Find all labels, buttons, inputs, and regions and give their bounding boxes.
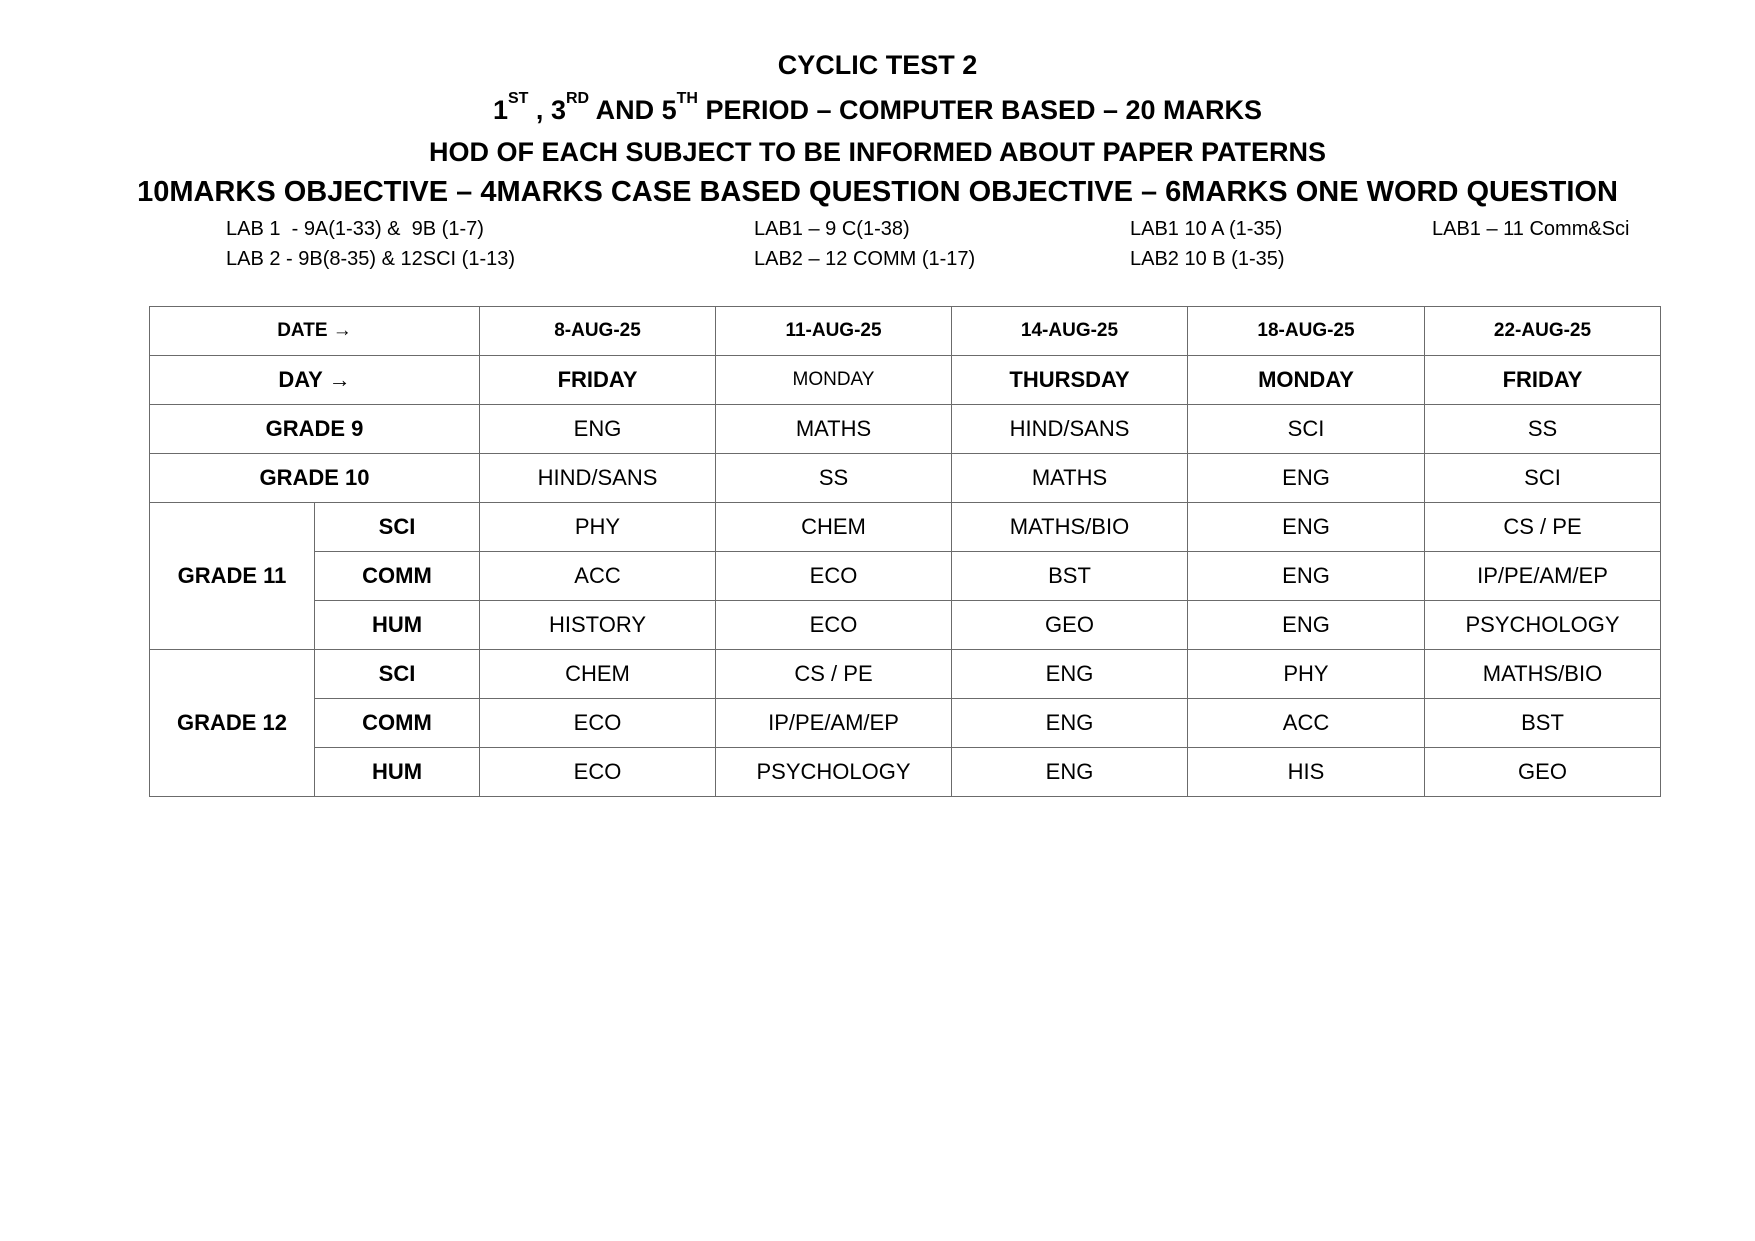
subject-cell: IP/PE/AM/EP (1425, 552, 1661, 601)
subject-cell: HIS (1188, 748, 1425, 797)
subject-cell: MATHS (952, 454, 1188, 503)
subject-cell: MATHS/BIO (1425, 650, 1661, 699)
period-1: 1 (492, 95, 508, 125)
subject-cell: ENG (1188, 552, 1425, 601)
date-cell: 18-AUG-25 (1188, 307, 1425, 356)
grade-11-sci-row (150, 503, 1661, 552)
grade-9-row (150, 405, 1661, 454)
subject-cell: SS (716, 454, 952, 503)
day-cell: MONDAY (716, 356, 952, 405)
day-label: DAY (278, 367, 323, 392)
day-cell: MONDAY (1188, 356, 1425, 405)
date-row (150, 307, 1661, 356)
date-label: DATE (277, 320, 328, 341)
subject-cell: ENG (952, 699, 1188, 748)
subject-cell: HIND/SANS (952, 405, 1188, 454)
hod-note: HOD OF EACH SUBJECT TO BE INFORMED ABOUT PAPER PATERNS (428, 137, 1327, 167)
period-line (0, 90, 1755, 126)
subject-cell: SCI (1188, 405, 1425, 454)
period-5: 5 (661, 95, 677, 125)
grade-label: GRADE 11 (150, 503, 315, 650)
subject-cell: ECO (480, 748, 716, 797)
subject-cell: IP/PE/AM/EP (716, 699, 952, 748)
subject-cell: HISTORY (480, 601, 716, 650)
subject-cell: CHEM (716, 503, 952, 552)
subject-cell: BST (1425, 699, 1661, 748)
subject-cell: ENG (1188, 503, 1425, 552)
grade-10-row (150, 454, 1661, 503)
period-3-suffix: RD (565, 90, 590, 107)
lab-assignment: LAB1 – 9 C(1-38) (754, 218, 910, 240)
subject-cell: PHY (480, 503, 716, 552)
subject-cell: ECO (716, 552, 952, 601)
subject-cell: ACC (480, 552, 716, 601)
day-cell: FRIDAY (1425, 356, 1661, 405)
subject-cell: CS / PE (716, 650, 952, 699)
lab-assignment: LAB2 10 B (1-35) (1130, 248, 1285, 270)
grade-11-hum-row (150, 601, 1661, 650)
grade-label: GRADE 9 (150, 405, 480, 454)
subject-cell: ECO (716, 601, 952, 650)
date-cell: 8-AUG-25 (480, 307, 716, 356)
stream-label: SCI (315, 650, 480, 699)
grade-12-sci-row (150, 650, 1661, 699)
stream-label: SCI (315, 503, 480, 552)
day-row (150, 356, 1661, 405)
subject-cell: ECO (480, 699, 716, 748)
period-5-suffix: TH (676, 90, 698, 107)
subject-cell: PSYCHOLOGY (716, 748, 952, 797)
day-cell: THURSDAY (952, 356, 1188, 405)
period-separator: , (528, 95, 551, 125)
stream-label: HUM (315, 748, 480, 797)
date-cell: 22-AUG-25 (1425, 307, 1661, 356)
subject-cell: ENG (952, 650, 1188, 699)
subject-cell: BST (952, 552, 1188, 601)
grade-label: GRADE 12 (150, 650, 315, 797)
lab-assignment: LAB2 – 12 COMM (1-17) (754, 248, 976, 270)
lab-assignment: LAB1 – 11 Comm&Sci (1432, 218, 1630, 240)
subject-cell: GEO (952, 601, 1188, 650)
arrow-right-icon: → (328, 367, 351, 392)
grade-12-hum-row (150, 748, 1661, 797)
arrow-right-icon: → (332, 320, 352, 341)
subject-cell: SS (1425, 405, 1661, 454)
period-3: 3 (550, 95, 566, 125)
date-cell: 14-AUG-25 (952, 307, 1188, 356)
period-description: PERIOD – COMPUTER BASED – 20 MARKS (697, 95, 1263, 125)
subject-cell: CS / PE (1425, 503, 1661, 552)
lab-assignment: LAB 1 - 9A(1-33) & 9B (1-7) (226, 218, 484, 240)
subject-cell: SCI (1425, 454, 1661, 503)
grade-label: GRADE 10 (150, 454, 480, 503)
date-header-cell (150, 307, 480, 356)
subject-cell: GEO (1425, 748, 1661, 797)
subject-cell: ACC (1188, 699, 1425, 748)
stream-label: HUM (315, 601, 480, 650)
lab-assignment: LAB 2 - 9B(8-35) & 12SCI (1-13) (226, 248, 516, 270)
subject-cell: HIND/SANS (480, 454, 716, 503)
period-and: AND (589, 95, 662, 125)
subject-cell: MATHS (716, 405, 952, 454)
stream-label: COMM (315, 552, 480, 601)
subject-cell: PHY (1188, 650, 1425, 699)
subject-cell: PSYCHOLOGY (1425, 601, 1661, 650)
date-cell: 11-AUG-25 (716, 307, 952, 356)
day-cell: FRIDAY (480, 356, 716, 405)
page-title: CYCLIC TEST 2 (777, 50, 978, 80)
subject-cell: MATHS/BIO (952, 503, 1188, 552)
subject-cell: ENG (1188, 601, 1425, 650)
grade-12-comm-row (150, 699, 1661, 748)
subject-cell: ENG (480, 405, 716, 454)
period-1-suffix: ST (507, 90, 529, 107)
grade-11-comm-row (150, 552, 1661, 601)
subject-cell: ENG (952, 748, 1188, 797)
marks-pattern: 10MARKS OBJECTIVE – 4MARKS CASE BASED QUESTION OBJECTIVE – 6MARKS ONE WORD QUESTION (137, 176, 1618, 208)
lab-assignment: LAB1 10 A (1-35) (1130, 218, 1283, 240)
subject-cell: CHEM (480, 650, 716, 699)
day-header-cell (150, 356, 480, 405)
subject-cell: ENG (1188, 454, 1425, 503)
exam-schedule-table (149, 306, 1661, 797)
stream-label: COMM (315, 699, 480, 748)
